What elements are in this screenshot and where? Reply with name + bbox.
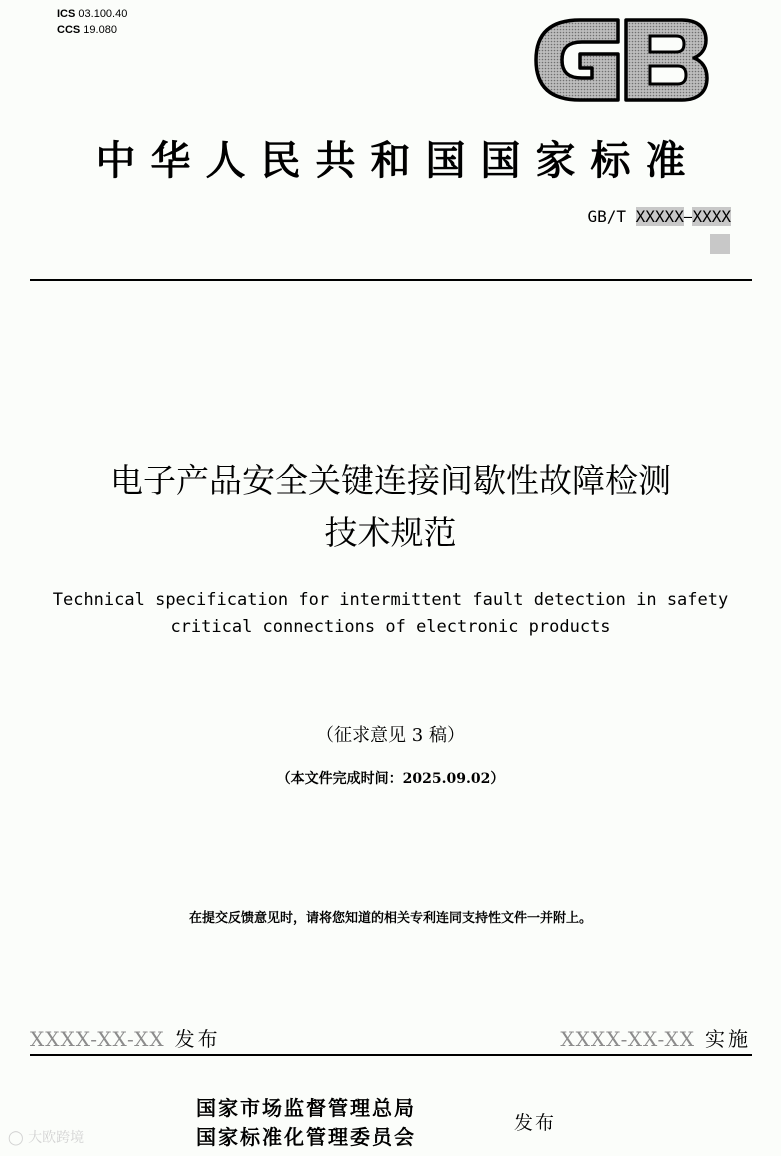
issuer-line-2: 国家标准化管理委员会 <box>196 1125 416 1149</box>
issuer-line-1: 国家市场监督管理总局 <box>196 1096 416 1120</box>
patent-notice: 在提交反馈意见时，请将您知道的相关专利连同支持性文件一并附上。 <box>188 911 592 926</box>
ccs-code: 19.080 <box>83 24 117 36</box>
ics-label: ICS <box>57 8 76 20</box>
publish-word: 发布 <box>174 1027 221 1051</box>
designation-placeholder-box <box>710 234 730 254</box>
designation-prefix: GB/T <box>587 207 627 226</box>
implement-date: XXXX-XX-XX <box>560 1027 695 1051</box>
chinese-title-line-2: 技术规范 <box>324 513 457 552</box>
designation-number-placeholder: XXXXX <box>635 207 684 226</box>
logo-text: GB <box>532 16 534 17</box>
watermark-text: 大欧跨境 <box>28 1130 85 1146</box>
publish-date-line <box>30 1025 221 1053</box>
ccs-line <box>57 22 127 38</box>
english-title-line-1: Technical specification for intermittent fault detection in safety <box>52 590 729 610</box>
watermark <box>8 1126 84 1150</box>
english-title <box>0 587 781 641</box>
watermark-icon: ◯ <box>8 1130 24 1146</box>
issuing-authorities <box>196 1094 416 1152</box>
completion-time: （本文件完成时间：2025.09.02） <box>276 771 505 787</box>
designation-year-placeholder: XXXX <box>692 207 731 226</box>
publish-date: XXXX-XX-XX <box>30 1027 165 1051</box>
issue-word: 发布 <box>514 1112 557 1134</box>
footer-divider <box>30 1054 752 1056</box>
chinese-title-line-1: 电子产品安全关键连接间歇性故障检测 <box>110 461 671 500</box>
chinese-title <box>0 455 781 559</box>
english-title-line-2: critical connections of electronic products <box>170 617 611 637</box>
implement-word: 实施 <box>705 1027 751 1051</box>
header-divider <box>30 279 752 281</box>
designation-separator: — <box>683 207 693 226</box>
implement-date-line <box>560 1025 751 1053</box>
ics-code: 03.100.40 <box>78 8 128 20</box>
classification-codes <box>57 6 127 38</box>
ccs-label: CCS <box>57 24 81 36</box>
gb-logo <box>532 16 710 104</box>
standard-designation <box>587 206 731 228</box>
ics-line <box>57 6 127 22</box>
standard-category-title: 中华人民共和国国家标准 <box>95 138 701 184</box>
draft-status: （征求意见 3 稿） <box>316 725 465 746</box>
